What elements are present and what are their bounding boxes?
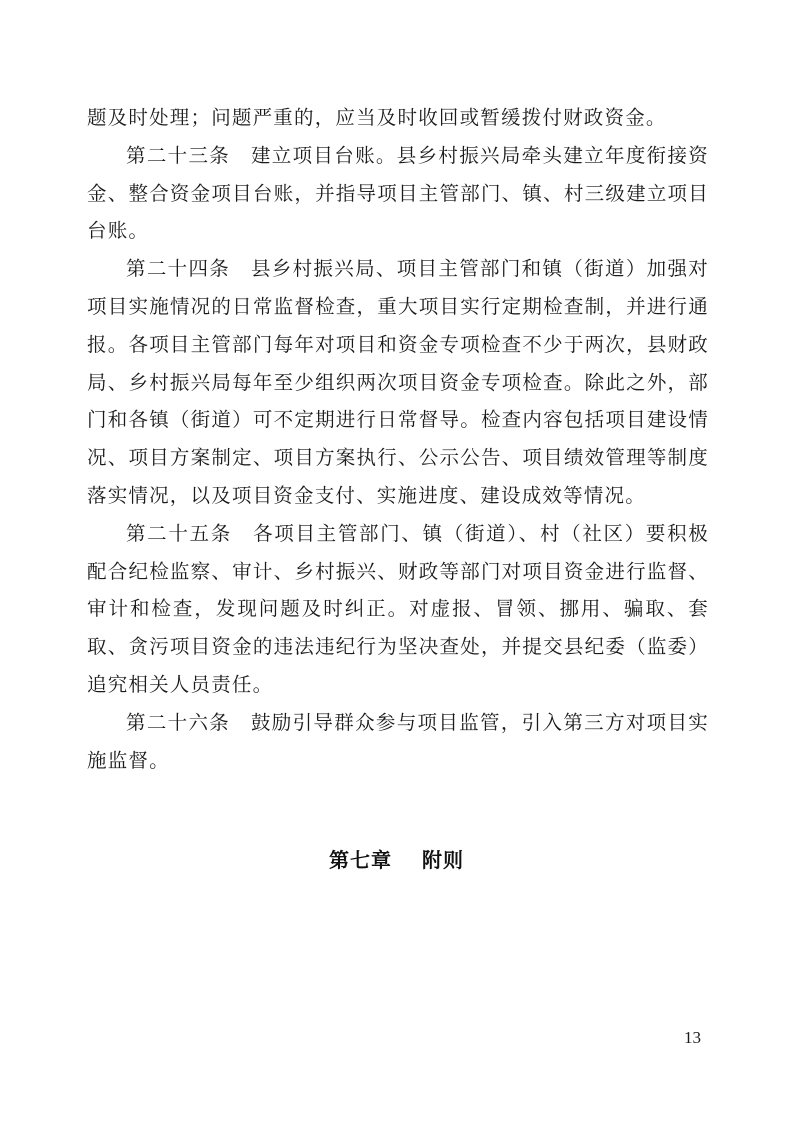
body-text: [87, 99, 709, 779]
chapter-number: 第七章: [329, 848, 392, 872]
article-24: 第二十四条 县乡村振兴局、项目主管部门和镇（街道）加强对项目实施情况的日常监督检查，重大项目实行定期检查制，并进行通报。各项目主管部门每年对项目和资金专项检查不少于两次，县财政局、乡村振兴局每年至少组织两次项目资金专项检查。除此之外，部门和各镇（街道）可不定期进行日常督导。检查内容包括项目建设情况、项目方案制定、项目方案执行、公示公告、项目绩效管理等制度落实情况，以及项目资金支付、实施进度、建设成效等情况。: [87, 257, 709, 507]
chapter-heading: [0, 845, 793, 875]
article-23: 第二十三条 建立项目台账。县乡村振兴局牵头建立年度衔接资金、整合资金项目台账，并指导项目主管部门、镇、村三级建立项目台账。: [87, 143, 709, 243]
page-number: 13: [684, 1028, 701, 1047]
article-26: 第二十六条 鼓励引导群众参与项目监管，引入第三方对项目实施监督。: [87, 710, 709, 772]
chapter-title: 附则: [422, 848, 464, 872]
article-25: 第二十五条 各项目主管部门、镇（街道）、村（社区）要积极配合纪检监察、审计、乡村振兴、财政等部门对项目资金进行监督、审计和检查，发现问题及时纠正。对虚报、冒领、挪用、骗取、套取、贪污项目资金的违法违纪行为坚决查处，并提交县纪委（监委）追究相关人员责任。: [87, 521, 709, 696]
paragraph-continuation: 题及时处理；问题严重的，应当及时收回或暂缓拨付财政资金。: [87, 106, 667, 129]
